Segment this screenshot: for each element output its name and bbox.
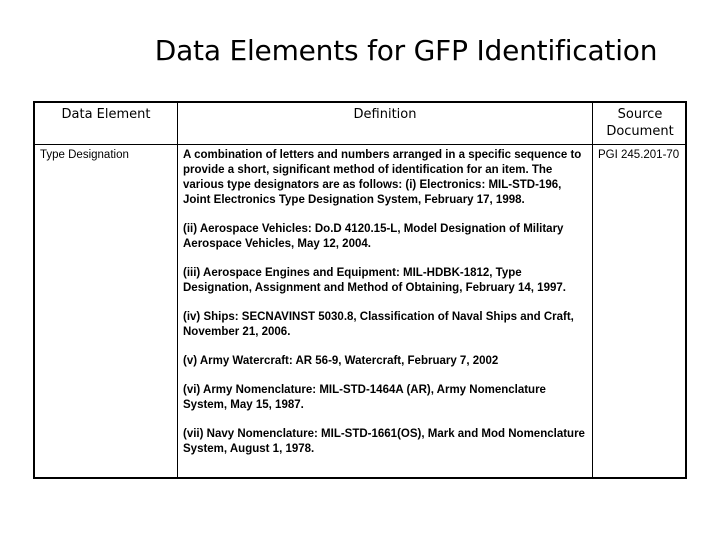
definition-paragraph: A combination of letters and numbers arranged in a specific sequence to provide a short, significant method of identification for an item. The various type designators are as follows: (i) Electronics: MIL-STD-196, Joint Electronics Type Designation System, February 17, 1998. <box>183 149 582 206</box>
header-divider <box>35 144 685 145</box>
definition-paragraph: (iii) Aerospace Engines and Equipment: MIL-HDBK-1812, Type Designation, Assignment and Method of Obtaining, February 14, 1997. <box>183 267 566 294</box>
cell-definition <box>183 148 587 457</box>
slide-title: Data Elements for GFP Identification <box>154 34 658 67</box>
header-definition: Definition <box>353 107 417 122</box>
cell-source-document: PGI 245.201-70 <box>598 149 680 161</box>
cell-data-element: Type Designation <box>40 149 129 161</box>
header-source-document: Source Document <box>606 107 674 139</box>
definition-paragraph: (ii) Aerospace Vehicles: Do.D 4120.15-L, Model Designation of Military Aerospace Vehicles, May 12, 2004. <box>183 223 564 250</box>
definition-paragraph: (vii) Navy Nomenclature: MIL-STD-1661(OS), Mark and Mod Nomenclature System, August 1, 1978. <box>183 428 585 455</box>
definition-paragraph: (iv) Ships: SECNAVINST 5030.8, Classification of Naval Ships and Craft, November 21, 2006. <box>183 311 574 338</box>
column-divider <box>592 103 593 477</box>
header-data-element: Data Element <box>61 107 151 122</box>
definition-paragraph: (v) Army Watercraft: AR 56-9, Watercraft, February 7, 2002 <box>183 355 499 367</box>
column-divider <box>177 103 178 477</box>
definition-paragraph: (vi) Army Nomenclature: MIL-STD-1464A (AR), Army Nomenclature System, May 15, 1987. <box>183 384 546 411</box>
data-elements-table <box>33 101 687 479</box>
